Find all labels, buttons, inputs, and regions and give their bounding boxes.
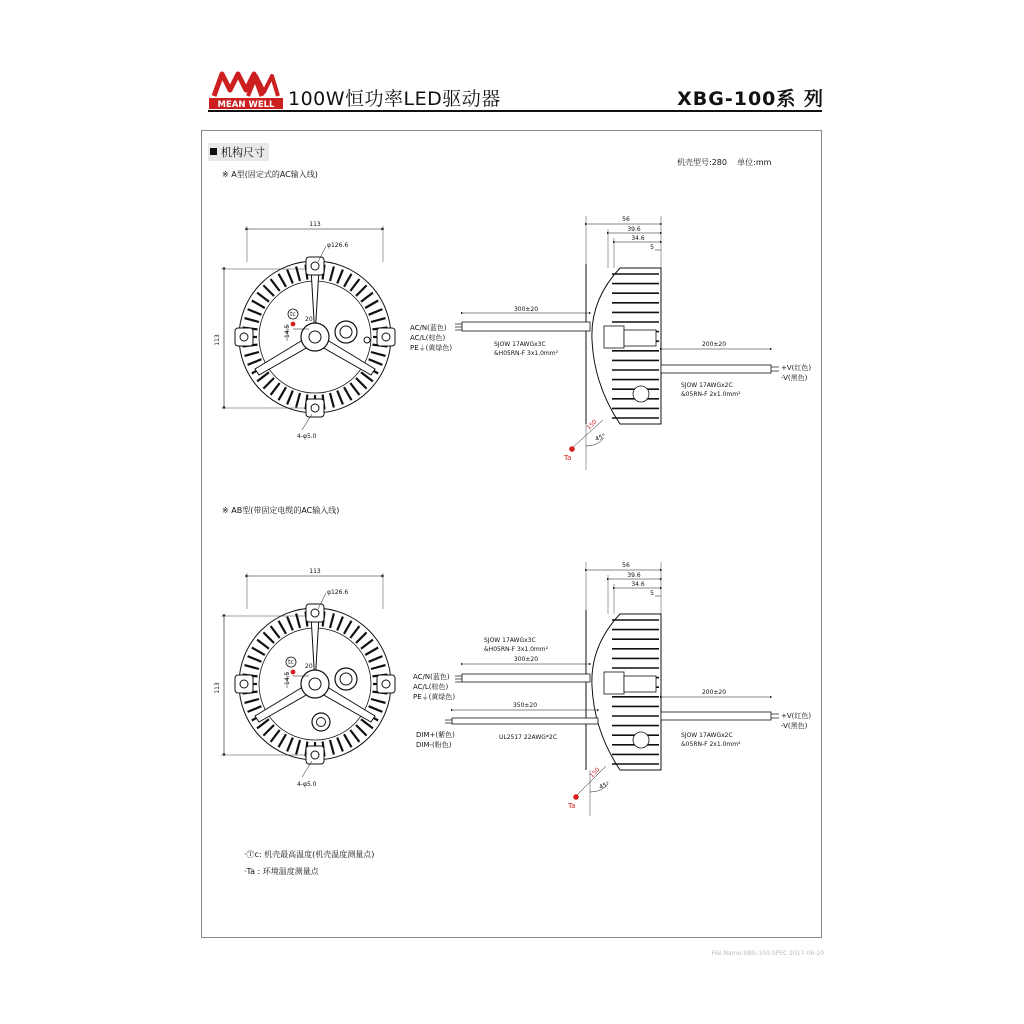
heatsink-fin [287, 391, 293, 405]
heatsink-fin [337, 391, 343, 405]
cable-ac-spec-1: SJOW 17AWGx3C [494, 341, 546, 348]
case-number: 机壳型号:280 [677, 158, 727, 167]
cable-ac-spec-ab-1: SJOW 17AWGx3C [484, 637, 536, 644]
heatsink-fin [337, 270, 343, 284]
heatsink-fin [350, 279, 359, 291]
ac-l-label-ab: AC/L(棕色) [413, 683, 449, 691]
heatsink-fin [344, 734, 352, 747]
dim-34: 34.6 [631, 235, 645, 242]
heatsink-fin [248, 706, 262, 712]
heatsink-fin [245, 352, 260, 356]
heatsink-fin [369, 706, 383, 712]
tc-symbol: tc [290, 311, 296, 318]
heatsink-fin [361, 640, 373, 649]
heatsink-fin [365, 301, 378, 309]
heatsink-fin [361, 293, 373, 302]
cable-dc-spec-2: &05RN-F 2x1.0mm² [681, 391, 741, 398]
cable-dc-spec-1: SJOW 17AWGx2C [681, 382, 733, 389]
heatsink-fin [356, 285, 367, 296]
heatsink-fin [337, 617, 343, 631]
dim-ta-angle: 45° [594, 432, 607, 443]
dc-pos-label: +V(红色) [781, 364, 812, 372]
heatsink-fin [350, 383, 359, 395]
dim-39: 39.6 [627, 226, 641, 233]
heatsink-fin [271, 279, 280, 291]
dc-neg-label-ab: -V(黑色) [781, 722, 808, 730]
heatsink-fin [350, 626, 359, 638]
heatsink-fin [252, 301, 265, 309]
note-ta: ·Ta : 环境温度测量点 [244, 867, 319, 876]
dim-height-ab: 113 [214, 682, 221, 694]
heatsink-fin [296, 614, 300, 629]
type-a-subtitle: ※ A型(固定式的AC输入线) [222, 170, 318, 179]
type-ab-front-view [214, 568, 395, 788]
type-a-side-view [410, 216, 811, 470]
tc-symbol-ab: tc [288, 659, 294, 666]
dim-tc-a-ab: 14.5 [284, 671, 291, 685]
heatsink-fin [252, 648, 265, 656]
heatsink-fin [287, 617, 293, 631]
dim-height: 113 [214, 334, 221, 346]
dim-dc-len: 200±20 [701, 341, 727, 348]
dim-diameter-ab: φ126.6 [327, 589, 349, 596]
heatsink-fin [369, 359, 383, 365]
heatsink-fin [263, 725, 274, 736]
heatsink-fin [296, 393, 300, 408]
heatsink-fin [369, 309, 383, 315]
heatsink-fin [330, 393, 334, 408]
heatsink-fin [279, 734, 287, 747]
heatsink-fin [344, 274, 352, 287]
heatsink-fin [369, 656, 383, 662]
unit-label: 单位:mm [737, 158, 772, 167]
dim-neg-label: DIM-(粉色) [416, 741, 452, 749]
page-title: 100W恒功率LED驱动器 [288, 88, 501, 110]
dim-5: 5 [650, 244, 654, 251]
ac-n-label: AC/N(蓝色) [410, 324, 447, 332]
heatsink-fin [356, 378, 367, 389]
dim-ac-len-ab: 300±20 [513, 656, 539, 663]
heatsink-fin [279, 387, 287, 400]
cable-dc-spec-ab-1: SJOW 17AWGx2C [681, 732, 733, 739]
heatsink-fin [248, 656, 262, 662]
heatsink-fin [248, 309, 262, 315]
heatsink-fin [337, 738, 343, 752]
dim-5-ab: 5 [650, 590, 654, 597]
pe-label-ab: PE⏚(黄绿色) [413, 693, 456, 701]
heatsink-fin [330, 740, 334, 755]
dim-34-ab: 34.6 [631, 581, 645, 588]
cable-ac-spec-ab-2: &H05RN-F 3x1.0mm² [484, 646, 549, 653]
dim-tc-b-ab: 20 [305, 663, 313, 670]
heatsink-fin [371, 352, 386, 356]
heatsink-fin [248, 359, 262, 365]
dim-width: 113 [309, 221, 321, 228]
section-label: 机构尺寸 [221, 146, 265, 159]
heatsink-fin [271, 730, 280, 742]
file-name-footer: File Name:XBG-100-SPEC 2017-06-20 [711, 950, 824, 957]
heatsink-fin [344, 621, 352, 634]
heatsink-fin [356, 725, 367, 736]
heatsink-fin [350, 730, 359, 742]
heatsink-fin [296, 267, 300, 282]
heatsink-fin [263, 285, 274, 296]
ta-label: Ta [564, 454, 572, 462]
heatsink-fin [257, 293, 269, 302]
heatsink-fin [330, 267, 334, 282]
type-a-front-view [214, 221, 395, 440]
dim-diameter: φ126.6 [327, 242, 349, 249]
heatsink-fin [371, 318, 386, 322]
dim-tc-a: 14.5 [284, 324, 291, 338]
dim-ac-len: 300±20 [513, 306, 539, 313]
heatsink-fin [287, 270, 293, 284]
heatsink-fin [245, 318, 260, 322]
heatsink-fin [279, 274, 287, 287]
dc-pos-label-ab: +V(红色) [781, 712, 812, 720]
series-name: XBG-100系 列 [677, 88, 824, 110]
cable-dc-spec-ab-2: &05RN-F 2x1.0mm² [681, 741, 741, 748]
heatsink-fin [245, 665, 260, 669]
heatsink-fin [279, 621, 287, 634]
legend-notes [244, 846, 374, 880]
dim-tc-b: 20 [305, 316, 313, 323]
heatsink-fin [371, 699, 386, 703]
cable-ac-spec-2: &H05RN-F 3x1.0mm² [494, 350, 559, 357]
dim-holes: 4-φ5.0 [297, 433, 317, 440]
dim-56-ab: 56 [622, 562, 630, 569]
heatsink-fin [287, 738, 293, 752]
heatsink-fin [257, 640, 269, 649]
heatsink-fin [365, 648, 378, 656]
heatsink-fin [263, 632, 274, 643]
dc-neg-label: -V(黑色) [781, 374, 808, 382]
ta-label-ab: Ta [568, 802, 576, 810]
pe-label: PE⏚(黄绿色) [410, 344, 453, 352]
dim-dc-len-ab: 200±20 [701, 689, 727, 696]
logo-text: MEAN WELL [217, 100, 275, 110]
type-ab-subtitle: ※ AB型(带固定电缆的AC输入线) [222, 506, 340, 515]
dim-56: 56 [622, 216, 630, 223]
dim-39-ab: 39.6 [627, 572, 641, 579]
ac-n-label-ab: AC/N(蓝色) [413, 673, 450, 681]
heatsink-fin [330, 614, 334, 629]
heatsink-fin [271, 383, 280, 395]
dim-holes-ab: 4-φ5.0 [297, 781, 317, 788]
heatsink-fin [271, 626, 280, 638]
type-ab-side-view [413, 562, 811, 816]
dim-width-ab: 113 [309, 568, 321, 575]
heatsink-fin [296, 740, 300, 755]
note-tc: ·Ⓣc: 机壳最高温度(机壳温度测量点) [244, 850, 375, 859]
heatsink-fin [263, 378, 274, 389]
dim-ta-angle-ab: 45° [598, 780, 611, 791]
heatsink-fin [356, 632, 367, 643]
cable-dim-spec: UL2517 22AWG*2C [499, 734, 557, 741]
heatsink-fin [245, 699, 260, 703]
dim-ta-dist-ab: 150 [588, 766, 602, 780]
heatsink-fin [371, 665, 386, 669]
heatsink-fin [344, 387, 352, 400]
dim-ta-dist: 150 [585, 418, 599, 432]
ac-l-label: AC/L(棕色) [410, 334, 446, 342]
dim-pos-label: DIM+(紫色) [416, 731, 455, 739]
dim-dim-len: 350±20 [512, 702, 538, 709]
